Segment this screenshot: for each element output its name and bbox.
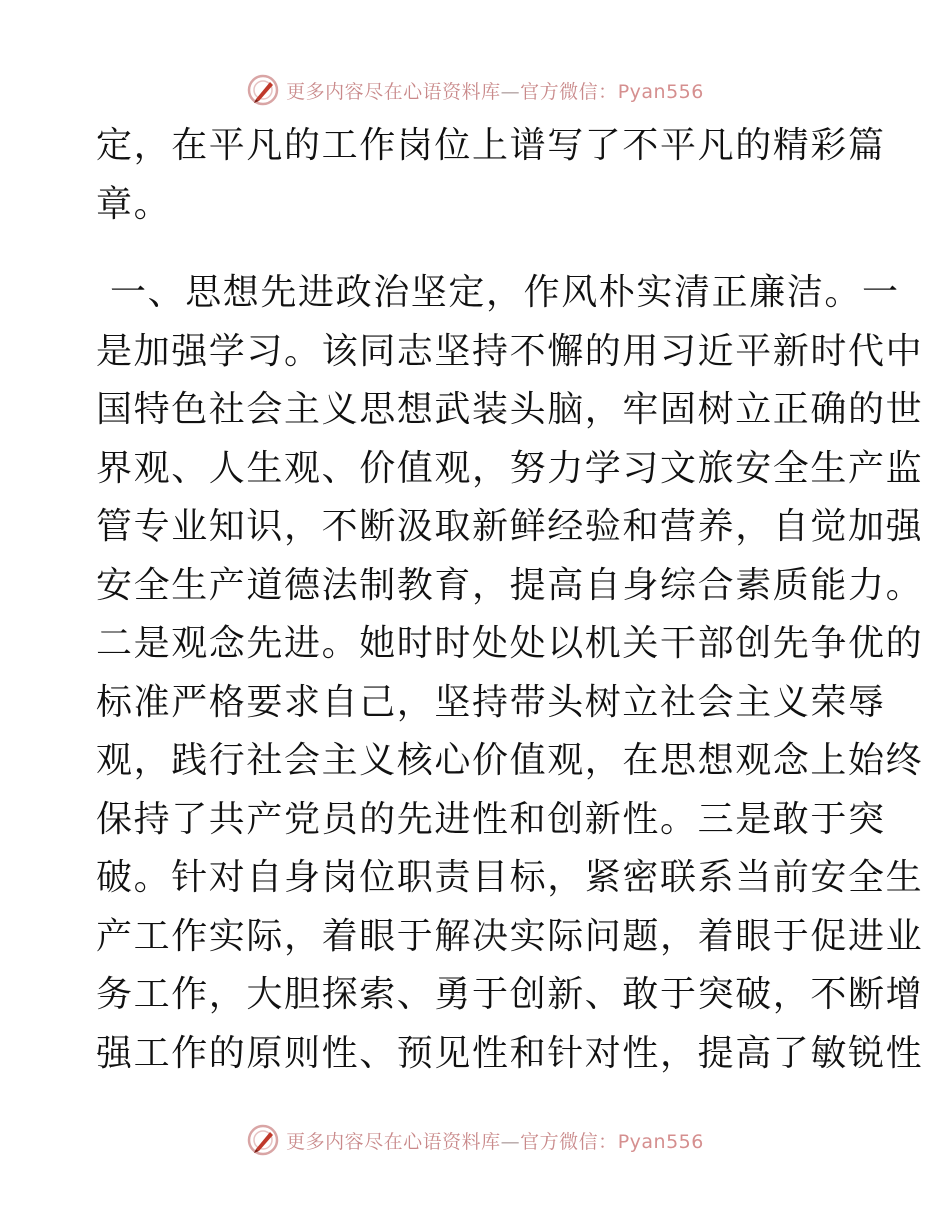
text-line: 国特色社会主义思想武装头脑，牢固树立正确的世 (96, 389, 924, 430)
text-line: 保持了共产党员的先进性和创新性。三是敢于突 (96, 798, 886, 840)
text-line: 强工作的原则性、预见性和针对性，提高了敏锐性 (96, 1032, 924, 1074)
text-line: 安全生产道德法制教育，提高自身综合素质能力。 (96, 564, 924, 606)
text-line: 观，践行社会主义核心价值观，在思想观念上始终 (96, 740, 924, 781)
paragraph-2 (96, 264, 924, 1083)
text-line: 是加强学习。该同志坚持不懈的用习近平新时代中 (96, 330, 924, 372)
pen-logo-icon (246, 73, 280, 107)
text-line: 产工作实际，着眼于解决实际问题，着眼于促进业 (96, 915, 924, 957)
text-line: 管专业知识，不断汲取新鲜经验和营养，自觉加强 (96, 506, 924, 547)
pen-logo-icon (246, 1123, 280, 1157)
document-body (96, 117, 924, 1083)
watermark-text: 更多内容尽在心语资料库—官方微信：Pyan556 (286, 1130, 704, 1153)
text-line: 界观、人生观、价值观，努力学习文旅安全生产监 (96, 447, 924, 489)
text-line: 一、思想先进政治坚定，作风朴实清正廉洁。一 (110, 272, 900, 313)
text-line: 务工作，大胆探索、勇于创新、敢于突破，不断增 (96, 974, 924, 1015)
footer-watermark (0, 1120, 950, 1160)
text-line: 标准严格要求自己，坚持带头树立社会主义荣辱 (96, 681, 886, 723)
text-line: 二是观念先进。她时时处处以机关干部创先争优的 (96, 623, 924, 664)
text-line: 定，在平凡的工作岗位上谱写了不平凡的精彩篇 (96, 125, 886, 166)
text-line: 章。 (96, 183, 172, 225)
paragraph-1 (96, 117, 886, 234)
watermark-text: 更多内容尽在心语资料库—官方微信：Pyan556 (286, 80, 704, 103)
header-watermark (0, 70, 950, 110)
text-line: 破。针对自身岗位职责目标，紧密联系当前安全生 (96, 857, 924, 898)
